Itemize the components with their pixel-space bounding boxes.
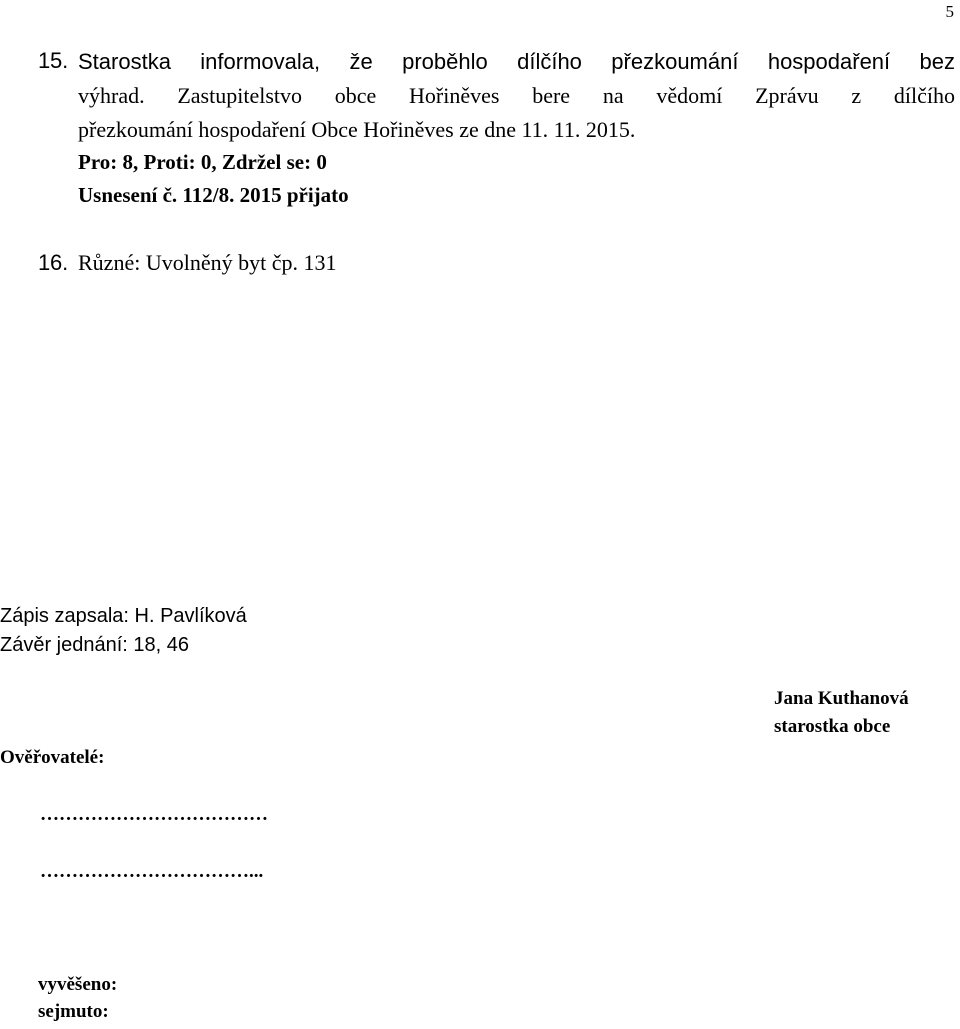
item-15-number: 15.: [38, 48, 68, 73]
removed-date-label: sejmuto:: [38, 1001, 109, 1022]
resolution-status: Usnesení č. 112/8. 2015 přijato: [78, 183, 349, 207]
verifier-signature-line-1: ………………………………: [40, 804, 268, 825]
item-15-line-2: výhrad. Zastupitelstvo obce Hořiněves bere na vědomí Zprávu z dílčího: [78, 83, 955, 108]
verifier-signature-line-2: ……………………………...: [40, 861, 264, 882]
item-16-text: Různé: Uvolněný byt čp. 131: [78, 250, 337, 275]
signatory-title: starostka obce: [774, 716, 891, 737]
signatory-name: Jana Kuthanová: [774, 688, 909, 709]
posted-date-label: vyvěšeno:: [38, 974, 118, 995]
verifiers-label: Ověřovatelé:: [0, 747, 105, 768]
item-15-line-1: Starostka informovala, že proběhlo dílčího přezkoumání hospodaření bez: [78, 49, 955, 74]
meeting-closing-time: Závěr jednání: 18, 46: [0, 634, 190, 656]
minutes-recorded-by: Zápis zapsala: H. Pavlíková: [0, 605, 247, 627]
item-15-line-3: přezkoumání hospodaření Obce Hořiněves ze dne 11. 11. 2015.: [78, 117, 636, 142]
vote-result: Pro: 8, Proti: 0, Zdržel se: 0: [78, 150, 327, 174]
item-16-number: 16.: [38, 250, 68, 275]
page-number: 5: [945, 2, 954, 21]
